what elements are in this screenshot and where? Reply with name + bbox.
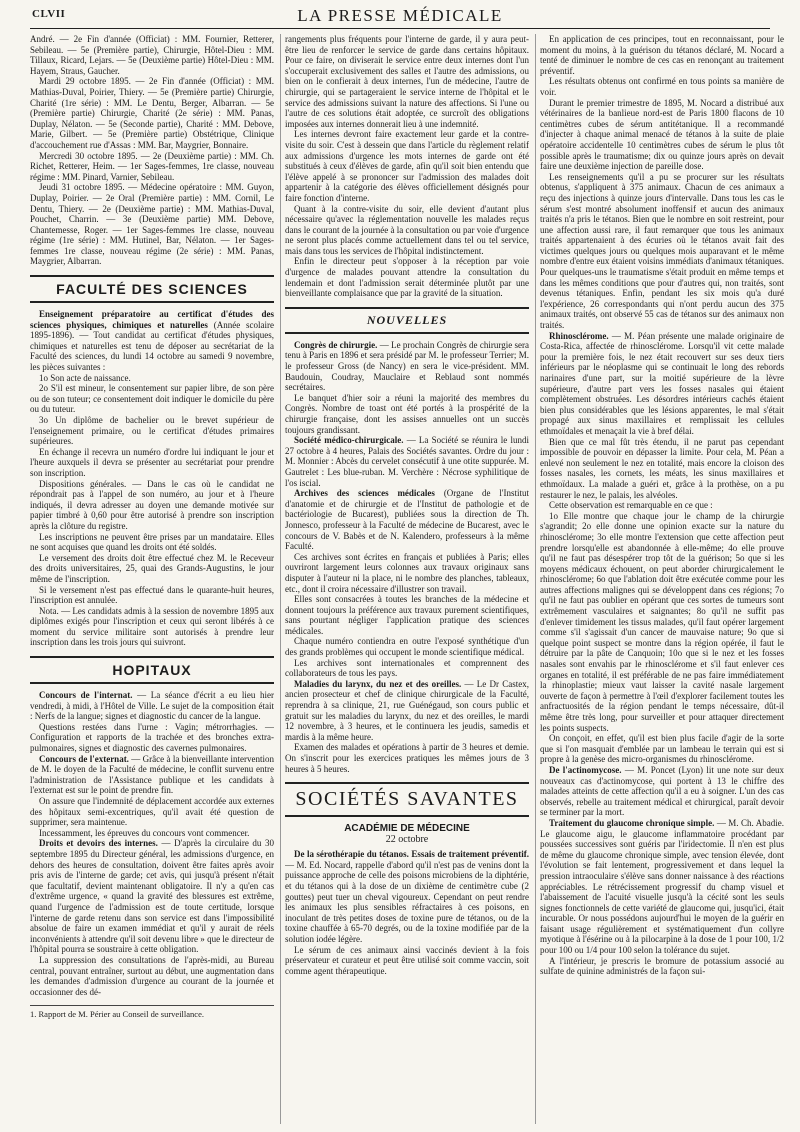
column-rule (535, 34, 536, 1124)
paragraph-heading: Archives des sciences médicales (294, 488, 435, 499)
section-heading-societes (285, 782, 529, 817)
paragraph: 2o S'il est mineur, le consentement sur papier libre, de son père ou de son tuteur; ce consentement doit indiquer le domicile du père ou du tuteur. (30, 383, 274, 415)
paragraph (285, 488, 529, 552)
paragraph: 1o Son acte de naissance. (39, 372, 131, 383)
paragraph: Les archives sont internationales et comprennent des collaborateurs de tous les pays. (285, 657, 529, 679)
paragraph-text: — M. Ed. Nocard, rappelle d'abord qu'il n'est pas de venins dont la puissance approche de celle des poisons microbiens de la diphtérie, et du tétanos qui à la dose de un dixième de centimètre cube (2 gouttes) peut tuer un cheval vigoureux. Cependant on peut rendre les animaux les plus sensibles réfractaires à ces poisons, en inoculant de très petites doses de toxine pure de tétanos, ou de la toxine chauffée à 65-70 degrés, ou de la toxine modifiée par de la solution iodée légère. (285, 859, 529, 944)
paragraph-text: — Le Dr Castex, ancien prosecteur et chef de clinique chirurgicale de la Faculté, reprendra à sa clinique, 21, rue Guénégaud, son cours public et gratuit sur les maladies du larynx, du nez et des oreilles, le mardi 12 novembre, à 3 heures, et le continuera les jeudis, samedis et mardis à la même heure. (285, 678, 529, 742)
paragraph: Ces archives sont écrites en français et publiées à Paris; elles ouvriront largement leurs colonnes aux travaux originaux sans disputer à l'auteur ni la place, ni le nombre des planches, tableaux, etc., dont il croira nécessaire d'illustrer son travail. (285, 551, 529, 594)
footnote: 1. Rapport de M. Périer au Conseil de surveillance. (30, 1005, 274, 1020)
paragraph (285, 340, 529, 393)
paragraph: Mercredi 30 octobre 1895. — 2e (Deuxième partie) : MM. Ch. Richet, Retterer, Heim. — 1er Sages-femmes, 1re classe, nouveau régime : MM. Pinard, Varnier, Sebileau. (30, 150, 274, 182)
session-date: 22 octobre (385, 834, 429, 846)
paragraph: Dispositions générales. — Dans le cas où le candidat ne répondrait pas à l'appel de son numéro, au jour et à l'heure indiqués, il devra adresser au doyen une demande motivée sur papier timbré à 0,60 pour être autorisé à prendre son inscription après la clôture du registre. (30, 478, 274, 531)
paragraph-text: — La séance d'écrit a eu lieu hier vendredi, à midi, à l'Hôtel de Ville. Le sujet de la composition était : Nerfs de la langue; signes et diagnostic du cancer de la langue. (30, 690, 274, 722)
paragraph: Elles sont consacrées à toutes les branches de la médecine et donnent toujours la préférence aux travaux purement scientifiques, sans pourtant négliger l'application pratique des sciences médicales. (285, 594, 529, 636)
paragraph (30, 838, 274, 955)
paragraph (285, 435, 529, 488)
section-title: HOPITAUX (112, 662, 192, 679)
paragraph (540, 818, 784, 956)
section-heading-faculte (30, 275, 274, 303)
paragraph (30, 754, 274, 796)
right-column (540, 34, 784, 1126)
paragraph: Enfin le directeur peut s'opposer à la réception par voie d'urgence de malades pouvant attendre la consultation du lendemain et dont l'admission serait déterminée plutôt par une bienveillante complaisance que par la gravité de la situation. (285, 256, 529, 299)
paragraph: Durant le premier trimestre de 1895, M. Nocard a distribué aux vétérinaires de la banlieue nord-est de Paris 1800 flacons de 10 centimètres cubes de sérum antitétanique. Il a recommandé d'injecter à chaque animal menacé de tétanos à la suite de plaie opératoire accidentelle 10 centimètres cubes de sérum le plus tôt possible après le traumatisme; dix ou quinze jours après on devait faire une deuxième injection de pareille dose. (540, 97, 784, 172)
paragraph-text: — Le prochain Congrès de chirurgie sera tenu à Paris en 1896 et sera présidé par M. le professeur Terrier; M. le professeur Gross (de Nancy) en sera le vice-président. MM. Baudouin, Coudray, Mauclaire et Reblaud sont nommés secrétaires. (285, 339, 529, 393)
section-heading-hopitaux (30, 656, 274, 684)
column-rule (280, 34, 281, 1124)
paragraph: Incessamment, les épreuves du concours vont commencer. (39, 827, 250, 838)
paragraph-heading: Concours de l'externat. (39, 753, 129, 764)
paragraph: Cette observation est remarquable en ce que : (549, 500, 713, 511)
paragraph: Le sérum de ces animaux ainsi vaccinés devient à la fois préservateur et curateur et peut être utilisé soit comme vaccin, soit comme agent thérapeutique. (285, 944, 529, 976)
paragraph (30, 309, 274, 373)
paragraph: 3o Un diplôme de bachelier ou le brevet supérieur de l'enseignement primaire, ou le certificat d'études primaires supérieures. (30, 415, 274, 447)
paragraph: André. — 2e Fin d'année (Officiat) : MM. Fournier, Retterer, Sebileau. — 5e (Première partie), Chirurgie, Hôtel-Dieu : MM. Tillaux, Ricard, Lejars. — 5e (Deuxième partie) Hôtel-Dieu : MM. Hayem, Straus, Gaucher. (30, 34, 274, 76)
paragraph-heading: De la sérothérapie du tétanos. Essais de traitement préventif. (294, 849, 529, 860)
paragraph: rangements plus fréquents pour l'interne de garde, il y aura peut-être lieu de renforcer le service de garde dans certains hôpitaux. Pour ce faire, on diviserait le service entre deux internes dont l'un s'occuperait exclusivement des salles et l'autre des admissions, ou bien on le confierait à deux internes, l'un de médecine, l'autre de chirurgie, qui se partageraient le service interne de l'hôpital et le service des admissions suivant la nature des affections. Si l'une ou l'autre de ces solutions était adoptée, ce surcroît des obligations imposées aux internes donnerait lieu à une indemnité. (285, 34, 529, 129)
paragraph: Le versement des droits doit être effectué chez M. le Receveur des droits universitaires, 25, quai des Grands-Augustins, le jour même de l'inscription. (30, 552, 274, 584)
paragraph: La suppression des consultations de l'après-midi, au Bureau central, pouvant entraîner, surtout au début, une augmentation dans les demandes d'admission d'urgence au courant de la journée et occasionner des dé- (30, 954, 274, 997)
paragraph-text: — M. Péan présente une malade originaire de Costa-Rica, affectée de rhinosclérome. Lorsqu'il vit cette malade pour la première fois, le nez était recouvert sur ses deux tiers inférieurs par le néoplasme qui se continuait le long des rebords narinaires d'une part, sur la moitié supérieure de la lèvre supérieure, d'autre part vers les fosses nasales qui étaient complètement obstruées. Les désordres intérieurs cachés étaient bien plus considérables que les lésions apparentes, le mal s'était propagé aux sinus maxillaires et remplissait les cellules ethmoïdales et menaçait la vie à bref délai. (540, 330, 784, 436)
paragraph-text: — M. Poncet (Lyon) lit une note sur deux nouveaux cas d'actinomycose, qui portent à 13 le chiffre des malades atteints de cette affection qu'il a eu à soigner. L'un des cas observés, rebelle au traitement médical et chirurgical, paraît devoir se terminer par la mort. (540, 764, 784, 818)
paragraph: Quant à la contre-visite du soir, elle devient d'autant plus nécessaire qu'avec la réglementation nouvelle les malades reçus dans le courant de la journée à la consultation ou par voie d'urgence ne seront plus placés comme actuellement dans tel ou tel service, mais dans tous les services de l'hôpital indistinctement. (285, 203, 529, 256)
paragraph: Mardi 29 octobre 1895. — 2e Fin d'année (Officiat) : MM. Mathias-Duval, Poirier, Thiery. — 5e (Première partie) Chirurgie, Charité (1re série) : MM. Le Dentu, Berger, Albarran. — 5e (Première partie) Chirurgie, Charité (2e série) : MM. Panas, Duplay, Nélaton. — 5e (Seconde partie), Charité : MM. Debove, Marie, Gilbert. — 5e (Première partie) Obstétrique, Clinique d'accouchement rue d'Assas : MM. Bar, Maygrier, Bonnaire. (30, 76, 274, 150)
paragraph: Bien que ce mal fût très étendu, il ne parut pas cependant impossible de pouvoir en dépasser la limite. Pour cela, M. Péan a enlevé non seulement le nez en totalité, mais encore la cloison des fosses nasales, les cornets, les méats, les sinus maxillaires et ethmoïdaux. La malade a guéri et, grâce à la prothèse, on a pu restaurer le nez, le palais, les alvéoles. (540, 436, 784, 500)
page-header (30, 6, 770, 29)
paragraph (285, 849, 529, 944)
paragraph: On conçoit, en effet, qu'il est bien plus facile d'agir de la sorte que si l'on masquait d'emblée par un lambeau le terrain qui est si propre à la genèse des micro-organismes du rhinosclérome. (540, 733, 784, 765)
section-title: SOCIÉTÉS SAVANTES (295, 788, 519, 811)
paragraph-heading: Enseignement préparatoire au certificat d'études des sciences physiques, chimiques et naturelles (30, 309, 274, 330)
paragraph-heading: De l'actinomycose. (549, 764, 622, 775)
paragraph: Les inscriptions ne peuvent être prises par un mandataire. Elles ne sont acquises que quand les droits ont été soldés. (30, 531, 274, 553)
paragraph-text: (Organe de l'Institut d'anatomie et de chirurgie et de l'Institut de pathologie et de bactériologie de Bucarest), publiées sous la direction de Th. Jonnesco, professeur à la Faculté de médecine de Bucarest, avec le concours de V. Babès et de N. Kalendero, professeurs à la même Faculté. (285, 488, 529, 552)
paragraph (30, 690, 274, 722)
left-column (30, 34, 274, 1126)
paragraph: En échange il recevra un numéro d'ordre lui indiquant le jour et l'heure auxquels il devra se présenter au secrétariat pour prendre son inscription. (30, 446, 274, 478)
paragraph-heading: Congrès de chirurgie. (294, 339, 378, 350)
paragraph-heading: Société médico-chirurgicale. (294, 435, 404, 446)
paragraph (285, 679, 529, 743)
paragraph (540, 765, 784, 818)
subsection-title: ACADÉMIE DE MÉDECINE (344, 823, 470, 835)
paragraph-text: — M. Ch. Abadie. Le glaucome aigu, le glaucome inflammatoire procédant par poussées successives sont guéris par l'iridectomie. Il n'en est plus de même du glaucome chronique simple, avec tension élevée, dont l'évolution se fait lentement, progressivement et dans lequel la pression intraoculaire s'élève sans donner naissance à des réactions appréciables. Le rétrécissement progressif du champ visuel et l'abaissement de l'acuité visuelle jusqu'à la cécité sont les seuls signes fonctionnels de cette variété de glaucome qui, jusqu'ici, était incurable. Or nous possédons aujourd'hui le moyen de la guérir en faisant usage régulièrement et systématiquement d'un collyre myotique à l'ésérine ou à la pilocarpine à la dose de 1 pour 100, 1/2 pour 100 ou 1/4 pour 100 selon la tolérance du sujet. (540, 817, 784, 956)
paragraph: En application de ces principes, tout en reconnaissant, pour le moment du moins, à la guérison du tétanos déclaré, M. Nocard a tenté de diminuer le nombre de ces cas en renonçant au traitement préventif. (540, 34, 784, 76)
page-number: CLVII (32, 8, 66, 20)
paragraph-text: (Année scolaire 1895-1896). — Tout candidat au certificat d'études physiques, chimiques et naturelles est tenu de déposer au secrétariat de la Faculté des sciences, du lundi 14 octobre au samedi 9 novembre, les pièces suivantes : (30, 319, 274, 373)
paragraph-heading: Maladies du larynx, du nez et des oreilles. (294, 678, 462, 689)
journal-title: LA PRESSE MÉDICALE (297, 6, 503, 25)
paragraph-text: — Grâce à la bienveillante intervention de M. le doyen de la Faculté de médecine, le conflit survenu entre l'administration de l'Assistance publique et les candidats à l'externat est sur le point de prendre fin. (30, 753, 274, 796)
paragraph: 1o Elle montre que chaque jour le champ de la chirurgie s'agrandit; 2o elle donne une opinion exacte sur la nature du rhinosclérome; 3o elle montre l'extension que cette affection peut prendre lorsqu'elle est abandonnée à elle-même; 4o elle prouve qu'il ne faut pas désespérer trop tôt de la guérison; 5o que si les moyens médicaux échouent, on peut aborder chirurgicalement le rhinosclérome; 6o que l'ablation doit être exécutée comme pour les autres affections malignes qui se développent dans ces régions; 7o qu'il ne faut pas oublier en opérant que ces sortes de tumeurs sont extrêmement vasculaires et saignantes; 8o qu'il ne suffit pas d'enlever timidement les tissus malades, qu'il faut opérer largement comme s'il s'agissait d'un cancer de mauvaise nature; 9o que si quelque point suspect se montre dans la région opérée, il faut le détruire par la pâte de Canquoin; 10o que si le nez et les fosses nasales sont envahis par le rhinosclérome et s'il faut enlever ces organes en totalité, il est préférable de ne pas faire immédiatement la rhinoplastie; mieux vaut laisser la cavité nasale largement ouverte de façon à permettre à l'œil d'explorer facilement toutes les anfractuosités de la région pendant le temps nécessaire, dût-il même être très long, pour surveiller et pour attaquer directement les points suspects. (540, 510, 784, 733)
paragraph: Chaque numéro contiendra en outre l'exposé synthétique d'un des grands problèmes qui occupent le monde scientifique médical. (285, 636, 529, 658)
paragraph: Les internes devront faire exactement leur garde et la contre-visite du soir. C'est à dessein que dans l'article du règlement relatif aux admissions d'urgence les mots internes de garde ont été substitués à ceux d'élèves de garde, afin qu'il soit bien entendu que l'élève appelé à se prononcer sur l'admission des malades doit appartenir à la catégorie des élèves officiellement désignés pour faire fonction d'interne. (285, 129, 529, 203)
section-heading-nouvelles (285, 307, 529, 334)
paragraph-heading: Traitement du glaucome chronique simple. (549, 817, 715, 828)
paragraph-text: — La Société se réunira le lundi 27 octobre à 4 heures, Palais des Sociétés savantes. Ordre du jour : M. Monnier : Abcès du cervelet consécutif à une otite suppurée. M. Gautrelet : Les blue-ruban. M. Verchère : Nécrose syphilitique de l'os iscial. (285, 435, 529, 488)
paragraph-heading: Concours de l'internat. (39, 690, 133, 701)
paragraph: Les renseignements qu'il a pu se procurer sur les résultats obtenus, s'appliquent à 375 animaux. Chacun de ces animaux a reçu des injections à quinze jours d'intervalle. Dans tous les cas le sérum s'est montré absolument inoffensif et aucun des animaux traités n'a pris le tétanos. Bien que le nombre en soit restreint, pour une affection aussi rare, il faut remarquer que tous les animaux traités appartenaient à des écuries où le tétanos avait fait des victimes quelques jours ou quelques mois auparavant et le même nombre d'entre eux étaient voisins immédiats d'animaux tétaniques. Pour quelques-uns le traumatisme s'était produit en même temps et dans les mêmes conditions que pour d'autres qui, non traités, sont devenus tétaniques. Enfin, pendant les six mois qu'a duré l'expérience, 26 correspondants qui n'ont perdu aucun des 375 animaux traités, ont observé 55 cas de tétanos sur des animaux non traités. (540, 171, 784, 331)
paragraph (540, 331, 784, 437)
paragraph: Si le versement n'est pas effectué dans le quarante-huit heures, l'inscription est annulée. (30, 584, 274, 606)
paragraph: Questions restées dans l'urne : Vagin; métrorrhagies. — Configuration et rapports de la trachée et des bronches extra-pulmonaires, signes et diagnostic des cavernes pulmonaires. (30, 721, 274, 754)
middle-column (285, 34, 529, 1126)
paragraph: A l'intérieur, je prescris le bromure de potassium associé au sulfate de quinine administrés de la façon sui- (540, 955, 784, 977)
paragraph: Les résultats obtenus ont confirmé en tous points sa manière de voir. (540, 76, 784, 97)
paragraph: On assure que l'indemnité de déplacement accordée aux externes des hôpitaux semi-excentriques, qu'il avait été question de supprimer, sera maintenue. (30, 796, 274, 828)
paragraph-heading: Droits et devoirs des internes. (39, 838, 158, 849)
paragraph: Le banquet d'hier soir a réuni la majorité des membres du Congrès. Nombre de toast ont été portés à la prospérité de la chirurgie française, dont les assises annuelles ont un succès toujours grandissant. (285, 392, 529, 435)
paragraph-heading: Rhinosclérome. (549, 330, 609, 341)
paragraph: Nota. — Les candidats admis à la session de novembre 1895 aux diplômes exigés pour l'inscription et ceux qui seront libérés à ce moment du service militaire sont autorisés à prendre leur inscription dans les trois jours qui suivront. (30, 605, 274, 648)
paragraph: Jeudi 31 octobre 1895. — Médecine opératoire : MM. Guyon, Duplay, Poirier. — 2e Oral (Première partie) : MM. Cornil, Le Dentu, Thiery. — 2e (Deuxième partie) : MM. Mathias-Duval, Pouchet, Charrin. — 3e (Deuxième partie) MM. Debove, Chantemesse, Roger. — 1er Sages-femmes 1re classe, nouveau régime (1re série) : MM. Hutinel, Bar, Nélaton. — 1er Sages-femmes 1re classe, nouveau régime (2e série) : MM. Panas, Maygrier, Albarran. (30, 182, 274, 267)
paragraph: Examen des malades et opérations à partir de 3 heures et demie. On s'inscrit pour les exercices pratiques les mêmes jours de 3 heures à 5 heures. (285, 742, 529, 774)
section-title: FACULTÉ DES SCIENCES (56, 281, 248, 298)
section-title: NOUVELLES (366, 312, 448, 327)
paragraph-text: — D'après la circulaire du 30 septembre 1895 du Directeur général, les admissions d'urgence, en dehors des heures de consultation, doivent être faites après avoir pris avis de l'interne de garde; cet avis, qui jusqu'à présent n'était que facultatif, devient maintenant obligatoire. Il n'y a qu'en cas d'extrême urgence, « quand la gravité des blessures est extrême, quand l'urgence de l'admission est de toute certitude, lorsque l'interne de garde retenu dans son service est dans l'impossibilité absolue de faire un examen immédiat et qu'il y aurait de réels inconvénients à attendre qu'il soit devenu libre » que le directeur de l'hôpital pourra se soustraire à cette obligation. (30, 838, 274, 955)
